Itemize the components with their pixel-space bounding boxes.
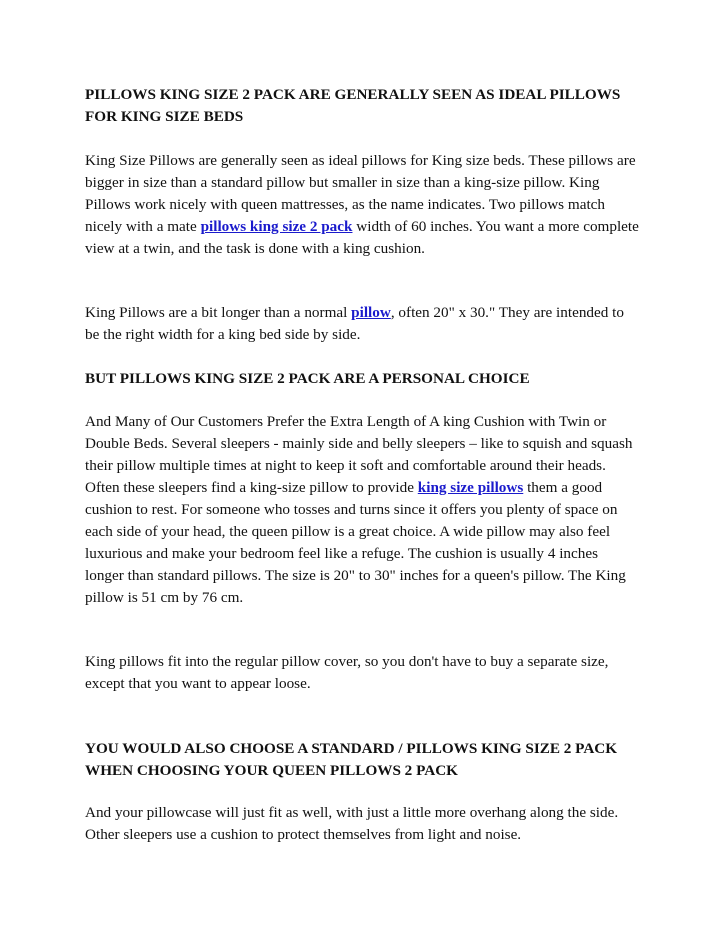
paragraph-text: , often 20" x 30." They are intended to be the right width for a king bed side by side. bbox=[85, 304, 624, 343]
paragraph-text: them a good cushion to rest. For someone who tosses and turns since it offers you plenty of space on each side of your head, the queen pillow is a great choice. A wide pillow may also feel luxurious and make your bedroom feel like a refuge. The cushion is usually 4 inches longer than standard pillows. The size is 20" to 30" inches for a queen's pillow. The King pillow is 51 cm by 76 cm. bbox=[85, 479, 626, 606]
link-pillows-king-size-2-pack[interactable]: pillows king size 2 pack bbox=[200, 218, 353, 235]
paragraph-king-pillows-length bbox=[85, 302, 640, 346]
section-heading-ideal-pillows: PILLOWS KING SIZE 2 PACK ARE GENERALLY SEEN AS IDEAL PILLOWS FOR KING SIZE BEDS bbox=[85, 86, 621, 125]
paragraph-text: King Pillows are a bit longer than a normal bbox=[85, 304, 352, 321]
paragraph-pillowcase-fit: And your pillowcase will just fit as well, with just a little more overhang along the side. Other sleepers use a cushion to protect themselves from light and noise. bbox=[85, 804, 619, 843]
section-heading-personal-choice: BUT PILLOWS KING SIZE 2 PACK ARE A PERSONAL CHOICE bbox=[85, 370, 530, 387]
link-king-size-pillows[interactable]: king size pillows bbox=[417, 479, 524, 496]
paragraph-king-size-intro bbox=[85, 150, 640, 260]
paragraph-customers-prefer bbox=[85, 411, 640, 609]
paragraph-pillow-cover: King pillows fit into the regular pillow cover, so you don't have to buy a separate size, except that you want to appear loose. bbox=[85, 653, 609, 692]
section-heading-standard-choice: YOU WOULD ALSO CHOOSE A STANDARD / PILLOWS KING SIZE 2 PACK WHEN CHOOSING YOUR QUEEN PILLOWS 2 PACK bbox=[85, 740, 618, 779]
link-pillow[interactable]: pillow bbox=[351, 304, 391, 321]
paragraph-text: And Many of Our Customers Prefer the Extra Length of A king Cushion with Twin or Double Beds. Several sleepers - mainly side and belly sleepers – like to squish and squash their pillow multiple times at night to keep it soft and comfortable around their heads. Often these sleepers find a king-size pillow to provide bbox=[85, 413, 633, 496]
paragraph-text: width of 60 inches. You want a more complete view at a twin, and the task is done with a king cushion. bbox=[85, 218, 639, 257]
paragraph-text: King Size Pillows are generally seen as ideal pillows for King size beds. These pillows are bigger in size than a standard pillow but smaller in size than a king-size pillow. King Pillows work nicely with queen mattresses, as the name indicates. Two pillows match nicely with a mate bbox=[85, 152, 636, 235]
